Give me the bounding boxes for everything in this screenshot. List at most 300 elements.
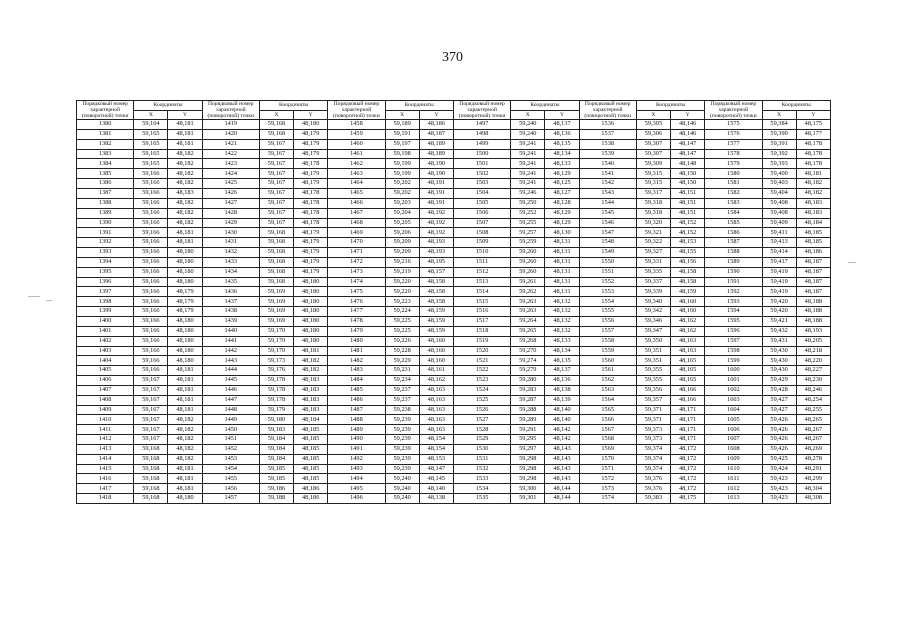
y-coordinate-cell: 48,150 <box>671 169 705 179</box>
point-number-cell: 1524 <box>453 385 510 395</box>
point-number-cell: 1456 <box>202 484 259 494</box>
point-number-cell: 1434 <box>202 267 259 277</box>
x-coordinate-cell: 59,306 <box>636 129 670 139</box>
y-coordinate-cell: 48,180 <box>168 316 202 326</box>
x-coordinate-cell: 59,178 <box>259 376 293 386</box>
y-coordinate-cell: 48,193 <box>419 238 453 248</box>
y-coordinate-cell: 48,187 <box>419 129 453 139</box>
x-coordinate-cell: 59,411 <box>762 228 796 238</box>
point-number-cell: 1438 <box>202 307 259 317</box>
point-number-cell: 1533 <box>453 474 510 484</box>
y-header: Y <box>419 110 453 120</box>
table-row <box>77 464 831 474</box>
table-row <box>77 169 831 179</box>
y-coordinate-cell: 48,178 <box>796 159 830 169</box>
point-number-cell: 1442 <box>202 346 259 356</box>
table-header <box>77 101 831 120</box>
point-number-cell: 1519 <box>453 336 510 346</box>
x-coordinate-cell: 59,347 <box>636 326 670 336</box>
y-coordinate-cell: 48,131 <box>545 248 579 258</box>
point-number-header: Порядковый номер характерной (поворотной) точки <box>328 101 385 120</box>
table-row <box>77 159 831 169</box>
y-coordinate-cell: 48,131 <box>545 257 579 267</box>
point-number-cell: 1389 <box>77 208 134 218</box>
point-number-cell: 1459 <box>328 129 385 139</box>
x-coordinate-cell: 59,393 <box>762 159 796 169</box>
point-number-cell: 1400 <box>77 316 134 326</box>
point-number-cell: 1458 <box>328 120 385 130</box>
point-number-cell: 1450 <box>202 425 259 435</box>
x-coordinate-cell: 59,240 <box>511 129 545 139</box>
x-coordinate-cell: 59,322 <box>636 238 670 248</box>
x-coordinate-cell: 59,263 <box>511 297 545 307</box>
x-coordinate-cell: 59,300 <box>511 484 545 494</box>
point-number-header: Порядковый номер характерной (поворотной) точки <box>453 101 510 120</box>
x-coordinate-cell: 59,168 <box>259 228 293 238</box>
y-coordinate-cell: 48,163 <box>419 415 453 425</box>
x-coordinate-cell: 59,335 <box>636 267 670 277</box>
point-number-cell: 1598 <box>705 346 762 356</box>
point-number-cell: 1505 <box>453 198 510 208</box>
y-coordinate-cell: 48,171 <box>671 425 705 435</box>
point-number-cell: 1604 <box>705 405 762 415</box>
x-coordinate-cell: 59,426 <box>762 425 796 435</box>
y-coordinate-cell: 48,182 <box>294 356 328 366</box>
point-number-cell: 1585 <box>705 218 762 228</box>
point-number-cell: 1612 <box>705 484 762 494</box>
y-coordinate-cell: 48,179 <box>294 248 328 258</box>
y-coordinate-cell: 48,186 <box>419 120 453 130</box>
y-coordinate-cell: 48,171 <box>671 435 705 445</box>
point-number-cell: 1433 <box>202 257 259 267</box>
point-number-cell: 1548 <box>579 238 636 248</box>
point-number-cell: 1380 <box>77 120 134 130</box>
table-row <box>77 405 831 415</box>
point-number-cell: 1390 <box>77 218 134 228</box>
table-row <box>77 425 831 435</box>
point-number-cell: 1514 <box>453 287 510 297</box>
x-coordinate-cell: 59,170 <box>259 336 293 346</box>
x-coordinate-cell: 59,298 <box>511 454 545 464</box>
point-number-cell: 1417 <box>77 484 134 494</box>
x-coordinate-cell: 59,246 <box>511 189 545 199</box>
x-coordinate-cell: 59,408 <box>762 208 796 218</box>
x-coordinate-cell: 59,425 <box>762 454 796 464</box>
x-coordinate-cell: 59,260 <box>511 248 545 258</box>
x-coordinate-cell: 59,220 <box>385 287 419 297</box>
table-row <box>77 484 831 494</box>
point-number-cell: 1534 <box>453 484 510 494</box>
x-coordinate-cell: 59,168 <box>259 238 293 248</box>
point-number-cell: 1448 <box>202 405 259 415</box>
x-coordinate-cell: 59,203 <box>385 198 419 208</box>
x-coordinate-cell: 59,166 <box>134 297 168 307</box>
x-coordinate-cell: 59,261 <box>511 277 545 287</box>
y-coordinate-cell: 48,308 <box>796 494 830 504</box>
x-coordinate-cell: 59,315 <box>636 179 670 189</box>
y-coordinate-cell: 48,147 <box>671 149 705 159</box>
point-number-cell: 1476 <box>328 297 385 307</box>
y-coordinate-cell: 48,190 <box>419 159 453 169</box>
point-number-cell: 1522 <box>453 366 510 376</box>
y-coordinate-cell: 48,158 <box>671 277 705 287</box>
x-coordinate-cell: 59,219 <box>385 267 419 277</box>
y-coordinate-cell: 48,175 <box>671 494 705 504</box>
x-coordinate-cell: 59,166 <box>134 356 168 366</box>
y-coordinate-cell: 48,163 <box>419 425 453 435</box>
point-number-cell: 1453 <box>202 454 259 464</box>
y-coordinate-cell: 48,181 <box>168 385 202 395</box>
x-coordinate-cell: 59,321 <box>636 228 670 238</box>
point-number-cell: 1578 <box>705 149 762 159</box>
point-number-cell: 1504 <box>453 189 510 199</box>
table-row <box>77 376 831 386</box>
point-number-cell: 1494 <box>328 474 385 484</box>
point-number-cell: 1472 <box>328 257 385 267</box>
point-number-cell: 1489 <box>328 425 385 435</box>
point-number-cell: 1567 <box>579 425 636 435</box>
y-coordinate-cell: 48,181 <box>168 395 202 405</box>
point-number-cell: 1397 <box>77 287 134 297</box>
x-coordinate-cell: 59,168 <box>259 248 293 258</box>
y-coordinate-cell: 48,267 <box>796 425 830 435</box>
x-coordinate-cell: 59,184 <box>259 435 293 445</box>
table-row <box>77 307 831 317</box>
x-coordinate-cell: 59,241 <box>511 169 545 179</box>
point-number-cell: 1536 <box>579 120 636 130</box>
y-coordinate-cell: 48,160 <box>671 297 705 307</box>
table-row <box>77 444 831 454</box>
y-coordinate-cell: 48,267 <box>796 435 830 445</box>
y-coordinate-cell: 48,183 <box>294 385 328 395</box>
x-coordinate-cell: 59,189 <box>385 120 419 130</box>
point-number-cell: 1591 <box>705 277 762 287</box>
point-number-cell: 1595 <box>705 316 762 326</box>
x-coordinate-cell: 59,419 <box>762 267 796 277</box>
x-coordinate-cell: 59,257 <box>511 228 545 238</box>
x-coordinate-cell: 59,167 <box>134 405 168 415</box>
table-row <box>77 257 831 267</box>
x-coordinate-cell: 59,168 <box>134 454 168 464</box>
point-number-cell: 1477 <box>328 307 385 317</box>
y-coordinate-cell: 48,162 <box>419 376 453 386</box>
point-number-cell: 1590 <box>705 267 762 277</box>
point-number-cell: 1551 <box>579 267 636 277</box>
y-coordinate-cell: 48,182 <box>796 189 830 199</box>
x-coordinate-cell: 59,168 <box>134 494 168 504</box>
x-coordinate-cell: 59,252 <box>511 208 545 218</box>
x-coordinate-cell: 59,355 <box>636 366 670 376</box>
point-number-cell: 1506 <box>453 208 510 218</box>
x-coordinate-cell: 59,340 <box>636 297 670 307</box>
point-number-cell: 1444 <box>202 366 259 376</box>
table-row <box>77 149 831 159</box>
x-coordinate-cell: 59,202 <box>385 179 419 189</box>
x-coordinate-cell: 59,289 <box>511 415 545 425</box>
point-number-cell: 1539 <box>579 149 636 159</box>
point-number-cell: 1611 <box>705 474 762 484</box>
y-coordinate-cell: 48,195 <box>419 257 453 267</box>
point-number-cell: 1403 <box>77 346 134 356</box>
x-coordinate-cell: 59,421 <box>762 316 796 326</box>
point-number-cell: 1449 <box>202 415 259 425</box>
x-coordinate-cell: 59,224 <box>385 307 419 317</box>
point-number-cell: 1550 <box>579 257 636 267</box>
x-coordinate-cell: 59,357 <box>636 395 670 405</box>
x-coordinate-cell: 59,166 <box>134 336 168 346</box>
y-coordinate-cell: 48,145 <box>419 474 453 484</box>
point-number-cell: 1589 <box>705 257 762 267</box>
y-coordinate-cell: 48,180 <box>294 120 328 130</box>
point-number-cell: 1579 <box>705 159 762 169</box>
table-row <box>77 208 831 218</box>
point-number-cell: 1559 <box>579 346 636 356</box>
point-number-cell: 1407 <box>77 385 134 395</box>
x-coordinate-cell: 59,376 <box>636 474 670 484</box>
point-number-cell: 1423 <box>202 159 259 169</box>
y-coordinate-cell: 48,140 <box>545 405 579 415</box>
x-coordinate-cell: 59,234 <box>385 376 419 386</box>
x-coordinate-cell: 59,166 <box>134 316 168 326</box>
x-coordinate-cell: 59,315 <box>636 169 670 179</box>
point-number-cell: 1437 <box>202 297 259 307</box>
table-row <box>77 326 831 336</box>
x-coordinate-cell: 59,198 <box>385 149 419 159</box>
x-coordinate-cell: 59,414 <box>762 248 796 258</box>
x-coordinate-cell: 59,241 <box>511 179 545 189</box>
x-coordinate-cell: 59,342 <box>636 307 670 317</box>
x-coordinate-cell: 59,351 <box>636 356 670 366</box>
x-coordinate-cell: 59,283 <box>511 385 545 395</box>
point-number-cell: 1405 <box>77 366 134 376</box>
x-coordinate-cell: 59,188 <box>259 494 293 504</box>
point-number-cell: 1428 <box>202 208 259 218</box>
point-number-cell: 1425 <box>202 179 259 189</box>
x-coordinate-cell: 59,432 <box>762 326 796 336</box>
point-number-cell: 1465 <box>328 189 385 199</box>
point-number-cell: 1512 <box>453 267 510 277</box>
y-coordinate-cell: 48,191 <box>419 198 453 208</box>
y-coordinate-cell: 48,163 <box>419 385 453 395</box>
point-number-cell: 1388 <box>77 198 134 208</box>
point-number-cell: 1479 <box>328 326 385 336</box>
x-coordinate-cell: 59,167 <box>259 139 293 149</box>
x-coordinate-cell: 59,167 <box>134 385 168 395</box>
coordinates-header: Координаты <box>134 101 202 111</box>
y-coordinate-cell: 48,178 <box>294 218 328 228</box>
point-number-cell: 1470 <box>328 238 385 248</box>
point-number-cell: 1452 <box>202 444 259 454</box>
point-number-cell: 1393 <box>77 248 134 258</box>
point-number-cell: 1599 <box>705 356 762 366</box>
x-coordinate-cell: 59,260 <box>511 267 545 277</box>
x-coordinate-cell: 59,419 <box>762 277 796 287</box>
x-coordinate-cell: 59,374 <box>636 464 670 474</box>
point-number-cell: 1523 <box>453 376 510 386</box>
y-coordinate-cell: 48,299 <box>796 474 830 484</box>
point-number-cell: 1473 <box>328 267 385 277</box>
x-coordinate-cell: 59,305 <box>636 120 670 130</box>
y-coordinate-cell: 48,159 <box>419 307 453 317</box>
point-number-cell: 1574 <box>579 494 636 504</box>
x-coordinate-cell: 59,166 <box>134 257 168 267</box>
x-coordinate-cell: 59,424 <box>762 464 796 474</box>
point-number-cell: 1419 <box>202 120 259 130</box>
y-coordinate-cell: 48,180 <box>294 326 328 336</box>
point-number-cell: 1475 <box>328 287 385 297</box>
y-coordinate-cell: 48,178 <box>294 159 328 169</box>
y-coordinate-cell: 48,180 <box>294 316 328 326</box>
point-number-cell: 1460 <box>328 139 385 149</box>
y-coordinate-cell: 48,178 <box>294 198 328 208</box>
point-number-cell: 1535 <box>453 494 510 504</box>
x-coordinate-cell: 59,280 <box>511 376 545 386</box>
x-coordinate-cell: 59,166 <box>134 287 168 297</box>
y-header: Y <box>168 110 202 120</box>
point-number-cell: 1544 <box>579 198 636 208</box>
x-coordinate-cell: 59,371 <box>636 405 670 415</box>
x-coordinate-cell: 59,168 <box>259 277 293 287</box>
x-coordinate-cell: 59,291 <box>511 425 545 435</box>
point-number-cell: 1441 <box>202 336 259 346</box>
point-number-cell: 1608 <box>705 444 762 454</box>
point-number-cell: 1471 <box>328 248 385 258</box>
x-coordinate-cell: 59,263 <box>511 307 545 317</box>
point-number-cell: 1443 <box>202 356 259 366</box>
point-number-cell: 1531 <box>453 454 510 464</box>
y-header: Y <box>545 110 579 120</box>
x-coordinate-cell: 59,241 <box>511 149 545 159</box>
y-coordinate-cell: 48,183 <box>294 405 328 415</box>
x-coordinate-cell: 59,376 <box>636 484 670 494</box>
point-number-cell: 1422 <box>202 149 259 159</box>
point-number-cell: 1603 <box>705 395 762 405</box>
point-number-cell: 1503 <box>453 179 510 189</box>
point-number-cell: 1563 <box>579 385 636 395</box>
point-number-cell: 1429 <box>202 218 259 228</box>
x-coordinate-cell: 59,237 <box>385 395 419 405</box>
x-coordinate-cell: 59,374 <box>636 454 670 464</box>
x-coordinate-cell: 59,166 <box>134 277 168 287</box>
point-number-cell: 1580 <box>705 169 762 179</box>
y-coordinate-cell: 48,181 <box>796 169 830 179</box>
x-coordinate-cell: 59,279 <box>511 366 545 376</box>
y-header: Y <box>796 110 830 120</box>
y-coordinate-cell: 48,178 <box>294 189 328 199</box>
y-coordinate-cell: 48,180 <box>168 277 202 287</box>
x-coordinate-cell: 59,309 <box>636 159 670 169</box>
x-coordinate-cell: 59,169 <box>259 307 293 317</box>
point-number-cell: 1498 <box>453 129 510 139</box>
x-coordinate-cell: 59,260 <box>511 257 545 267</box>
y-coordinate-cell: 48,129 <box>545 218 579 228</box>
x-coordinate-cell: 59,166 <box>134 218 168 228</box>
x-coordinate-cell: 59,240 <box>511 120 545 130</box>
table-row <box>77 415 831 425</box>
point-number-cell: 1440 <box>202 326 259 336</box>
point-number-cell: 1496 <box>328 494 385 504</box>
point-number-cell: 1466 <box>328 198 385 208</box>
point-number-cell: 1549 <box>579 248 636 258</box>
y-coordinate-cell: 48,189 <box>419 139 453 149</box>
y-coordinate-cell: 48,179 <box>168 307 202 317</box>
point-number-cell: 1517 <box>453 316 510 326</box>
point-number-cell: 1499 <box>453 139 510 149</box>
y-coordinate-cell: 48,181 <box>168 129 202 139</box>
y-coordinate-cell: 48,181 <box>168 405 202 415</box>
y-coordinate-cell: 48,182 <box>168 454 202 464</box>
point-number-cell: 1610 <box>705 464 762 474</box>
x-coordinate-cell: 59,423 <box>762 474 796 484</box>
y-coordinate-cell: 48,178 <box>796 139 830 149</box>
x-coordinate-cell: 59,180 <box>259 415 293 425</box>
x-coordinate-cell: 59,199 <box>385 159 419 169</box>
point-number-cell: 1408 <box>77 395 134 405</box>
x-coordinate-cell: 59,228 <box>385 346 419 356</box>
point-number-cell: 1606 <box>705 425 762 435</box>
x-coordinate-cell: 59,169 <box>259 297 293 307</box>
table-row <box>77 346 831 356</box>
point-number-cell: 1451 <box>202 435 259 445</box>
x-coordinate-cell: 59,167 <box>259 218 293 228</box>
x-coordinate-cell: 59,391 <box>762 139 796 149</box>
x-coordinate-cell: 59,430 <box>762 346 796 356</box>
y-coordinate-cell: 48,163 <box>671 336 705 346</box>
point-number-cell: 1569 <box>579 444 636 454</box>
point-number-cell: 1491 <box>328 444 385 454</box>
table-row <box>77 179 831 189</box>
y-coordinate-cell: 48,179 <box>294 228 328 238</box>
y-coordinate-cell: 48,132 <box>545 316 579 326</box>
x-coordinate-cell: 59,229 <box>385 356 419 366</box>
point-number-cell: 1600 <box>705 366 762 376</box>
point-number-cell: 1530 <box>453 444 510 454</box>
x-coordinate-cell: 59,427 <box>762 395 796 405</box>
x-coordinate-cell: 59,400 <box>762 169 796 179</box>
y-coordinate-cell: 48,269 <box>796 444 830 454</box>
y-coordinate-cell: 48,291 <box>796 464 830 474</box>
x-coordinate-cell: 59,168 <box>134 474 168 484</box>
point-number-cell: 1513 <box>453 277 510 287</box>
x-coordinate-cell: 59,301 <box>511 494 545 504</box>
point-number-cell: 1553 <box>579 287 636 297</box>
x-coordinate-cell: 59,350 <box>636 336 670 346</box>
y-coordinate-cell: 48,159 <box>419 316 453 326</box>
x-coordinate-cell: 59,199 <box>385 169 419 179</box>
point-number-cell: 1464 <box>328 179 385 189</box>
x-coordinate-cell: 59,176 <box>259 366 293 376</box>
y-coordinate-cell: 48,171 <box>671 415 705 425</box>
x-coordinate-cell: 59,240 <box>385 484 419 494</box>
point-number-cell: 1392 <box>77 238 134 248</box>
y-coordinate-cell: 48,180 <box>294 297 328 307</box>
y-coordinate-cell: 48,159 <box>671 287 705 297</box>
x-coordinate-cell: 59,167 <box>259 169 293 179</box>
x-coordinate-cell: 59,239 <box>385 464 419 474</box>
y-coordinate-cell: 48,185 <box>796 238 830 248</box>
x-coordinate-cell: 59,390 <box>762 129 796 139</box>
point-number-cell: 1562 <box>579 376 636 386</box>
y-coordinate-cell: 48,179 <box>168 297 202 307</box>
x-coordinate-cell: 59,392 <box>762 149 796 159</box>
y-coordinate-cell: 48,182 <box>168 218 202 228</box>
point-number-cell: 1597 <box>705 336 762 346</box>
y-coordinate-cell: 48,185 <box>294 444 328 454</box>
y-coordinate-cell: 48,144 <box>545 484 579 494</box>
x-coordinate-cell: 59,166 <box>134 228 168 238</box>
y-coordinate-cell: 48,179 <box>294 267 328 277</box>
point-number-cell: 1601 <box>705 376 762 386</box>
